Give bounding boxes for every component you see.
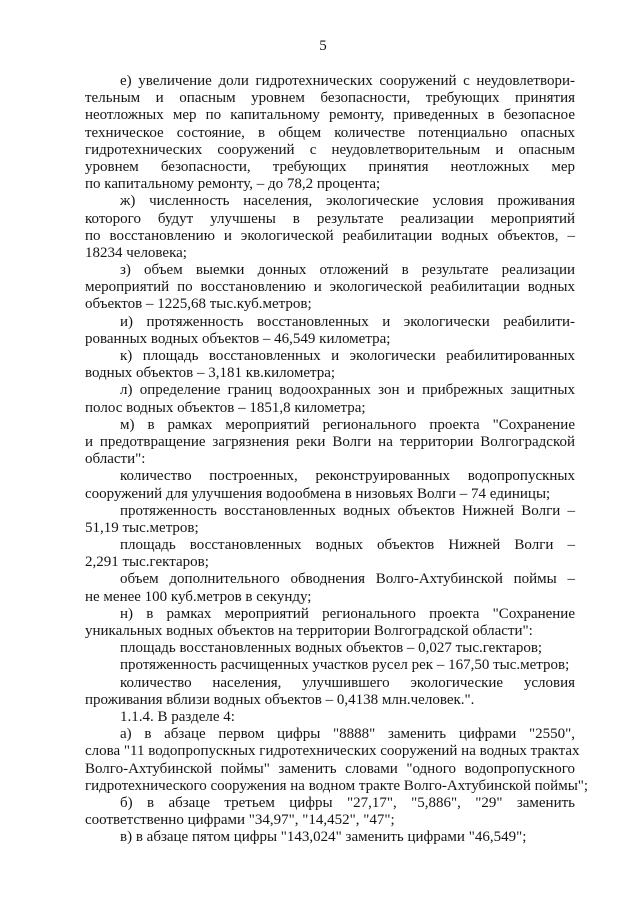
page-number: 5 — [319, 38, 327, 54]
text-line: Волго-Ахтубинской поймы" заменить словами "одного водопропускного — [85, 760, 575, 777]
paragraph — [85, 382, 575, 416]
text-line: площадь восстановленных водных объектов – 0,027 тыс.гектаров; — [120, 640, 543, 657]
text-line: 1.1.4. В разделе 4: — [120, 708, 235, 725]
paragraph — [85, 262, 575, 314]
text-line: и предотвращение загрязнения реки Волги на территории Волгоградской — [85, 433, 575, 450]
paragraph — [85, 675, 575, 709]
document-body — [85, 73, 589, 846]
text-line: гидротехнического сооружения на водном тракте Волго-Ахтубинской поймы"; — [85, 777, 589, 794]
text-line: не менее 100 куб.метров в секунду; — [85, 588, 312, 605]
paragraph — [85, 314, 575, 348]
text-line: н) в рамках мероприятий регионального проекта "Сохранение — [120, 605, 575, 622]
paragraph — [85, 571, 575, 605]
text-line: техническое состояние, в общем количестве потенциально опасных — [85, 124, 575, 141]
text-line: е) увеличение доли гидротехнических сооружений с неудовлетвори- — [120, 73, 575, 89]
paragraph — [85, 640, 575, 657]
text-line: соответственно цифрами "34,97", "14,452", "47"; — [85, 812, 395, 829]
text-line: 2,291 тыс.гектаров; — [85, 554, 209, 571]
paragraph — [85, 537, 575, 571]
text-line: м) в рамках мероприятий регионального проекта "Сохранение — [120, 416, 575, 433]
text-line: объем дополнительного обводнения Волго-Ахтубинской поймы – — [120, 571, 575, 588]
paragraph — [85, 726, 589, 795]
text-line: которого будут улучшены в результате реализации мероприятий — [85, 210, 575, 227]
text-line: 51,19 тыс.метров; — [85, 519, 199, 536]
paragraph — [85, 795, 575, 829]
text-line: и) протяженность восстановленных и экологически реабилити- — [120, 313, 575, 330]
text-line: слова "11 водопропускных гидротехнических сооружений на водных трактах — [85, 743, 580, 760]
paragraph — [85, 348, 575, 382]
text-line: проживания вблизи водных объектов – 0,4138 млн.человек.". — [85, 691, 475, 708]
text-line: по капитальному ремонту, – до 78,2 процента; — [85, 176, 381, 193]
text-line: з) объем выемки донных отложений в результате реализации — [120, 262, 575, 279]
text-line: уникальных водных объектов на территории Волгоградской области": — [85, 623, 533, 639]
text-line: количество населения, улучшившего экологические условия — [120, 674, 575, 691]
text-line: уровнем безопасности, требующих принятия неотложных мер — [85, 158, 575, 175]
paragraph — [85, 606, 575, 640]
paragraph — [85, 503, 575, 537]
text-line: полос водных объектов – 1851,8 километра; — [85, 399, 366, 416]
text-line: области": — [85, 451, 146, 468]
text-line: количество построенных, реконструированных водопропускных — [120, 468, 575, 485]
paragraph — [85, 657, 575, 674]
paragraph — [85, 829, 575, 846]
text-line: гидротехнических сооружений с неудовлетворительным и опасным — [85, 141, 575, 158]
text-line: 18234 человека; — [85, 244, 187, 261]
text-line: а) в абзаце первом цифры "8888" заменить цифрами "2550", — [120, 726, 575, 743]
text-line: к) площадь восстановленных и экологически реабилитированных — [120, 348, 575, 364]
paragraph — [85, 468, 575, 502]
text-line: площадь восстановленных водных объектов Нижней Волги – — [120, 537, 575, 554]
text-line: объектов – 1225,68 тыс.куб.метров; — [85, 296, 312, 313]
text-line: в) в абзаце пятом цифры "143,024" заменить цифрами "46,549"; — [120, 829, 527, 846]
text-line: неотложных мер по капитальному ремонту, приведенных в безопасное — [85, 107, 575, 124]
paragraph — [85, 73, 575, 193]
paragraph — [85, 417, 575, 469]
text-line: сооружений для улучшения водообмена в низовьях Волги – 74 единицы; — [85, 485, 551, 502]
text-line: протяженность расчищенных участков русел рек – 167,50 тыс.метров; — [120, 657, 570, 674]
text-line: ж) численность населения, экологические условия проживания — [120, 193, 575, 210]
text-line: мероприятий по восстановлению и экологической реабилитации водных — [85, 279, 575, 296]
text-line: водных объектов – 3,181 кв.километра; — [85, 365, 336, 382]
paragraph — [85, 709, 575, 726]
text-line: б) в абзаце третьем цифры "27,17", "5,886", "29" заменить — [120, 794, 575, 811]
text-line: протяженность восстановленных водных объектов Нижней Волги – — [120, 502, 575, 519]
text-line: рованных водных объектов – 46,549 километра; — [85, 330, 391, 347]
text-line: по восстановлению и экологической реабилитации водных объектов, – — [85, 227, 575, 244]
text-line: тельным и опасным уровнем безопасности, требующих принятия — [85, 90, 575, 107]
text-line: л) определение границ водоохранных зон и прибрежных защитных — [120, 382, 575, 399]
paragraph — [85, 193, 575, 262]
